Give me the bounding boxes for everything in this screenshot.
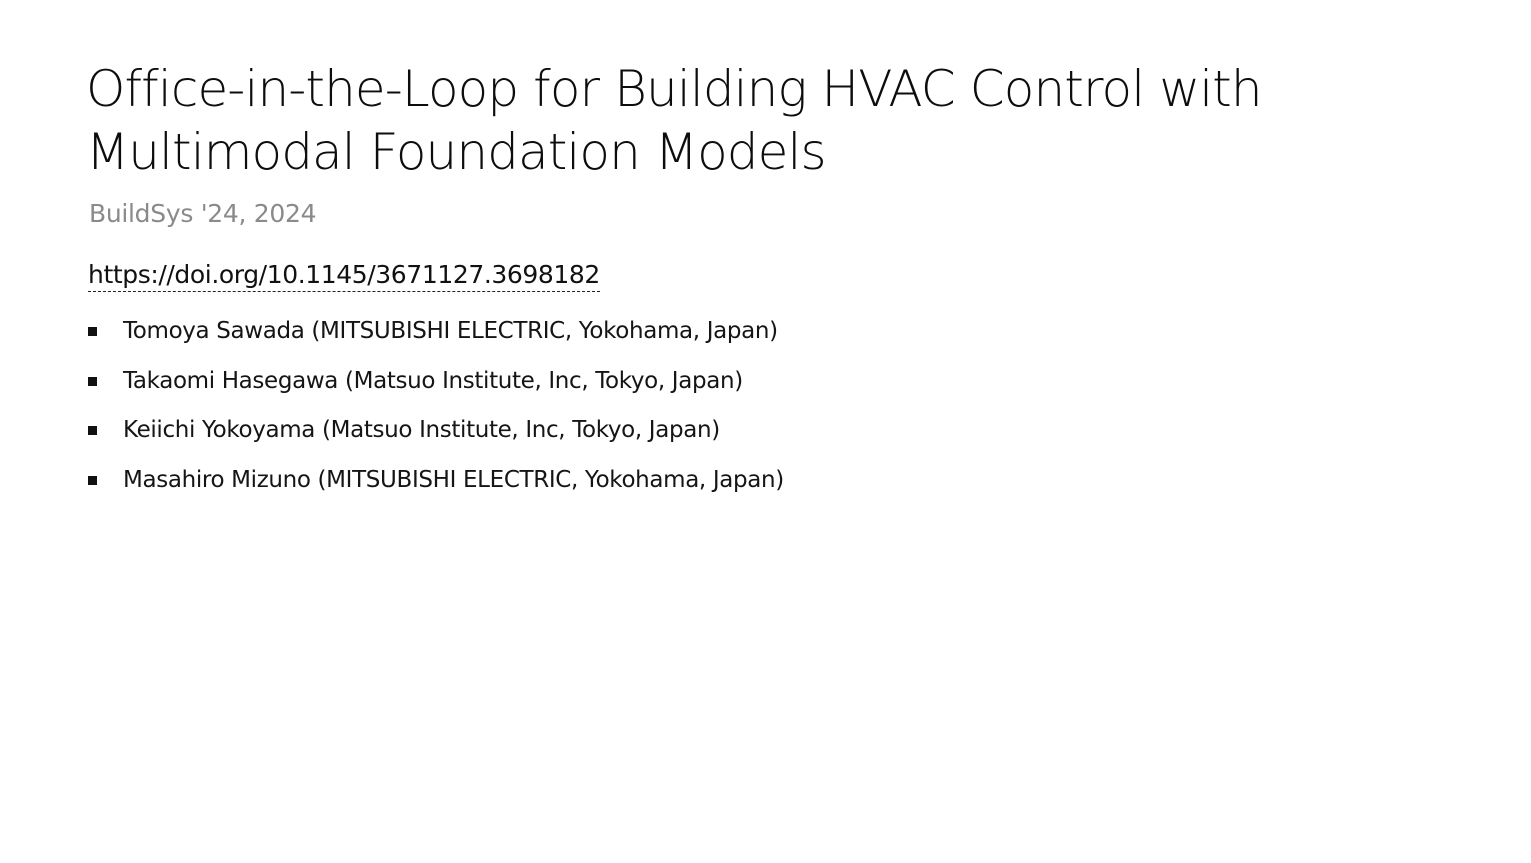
author-list bbox=[86, 316, 1466, 495]
author-item bbox=[86, 316, 1466, 346]
slide bbox=[86, 58, 1466, 515]
square-bullet-icon bbox=[88, 327, 97, 336]
author-label: Keiichi Yokoyama (Matsuo Institute, Inc, Tokyo, Japan) bbox=[123, 417, 720, 444]
square-bullet-icon bbox=[88, 476, 97, 485]
author-item bbox=[86, 465, 1466, 495]
author-item bbox=[86, 415, 1466, 445]
author-label: Tomoya Sawada (MITSUBISHI ELECTRIC, Yokohama, Japan) bbox=[123, 318, 778, 344]
author-item bbox=[86, 366, 1466, 396]
author-label: Masahiro Mizuno (MITSUBISHI ELECTRIC, Yokohama, Japan) bbox=[123, 467, 784, 494]
venue-year: BuildSys '24, 2024 bbox=[89, 199, 317, 228]
doi-link[interactable]: https://doi.org/10.1145/3671127.3698182 bbox=[88, 260, 600, 292]
square-bullet-icon bbox=[88, 426, 97, 435]
author-label: Takaomi Hasegawa (Matsuo Institute, Inc, Tokyo, Japan) bbox=[123, 367, 743, 394]
square-bullet-icon bbox=[88, 377, 97, 386]
paper-title: Office-in-the-Loop for Building HVAC Control with Multimodal Foundation Models bbox=[86, 60, 1262, 181]
doi-container bbox=[88, 260, 1466, 292]
